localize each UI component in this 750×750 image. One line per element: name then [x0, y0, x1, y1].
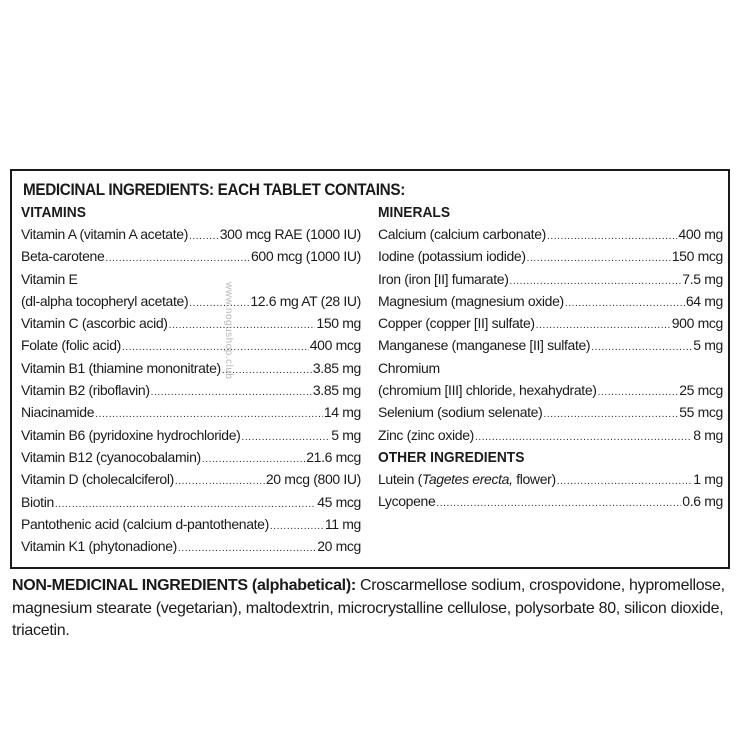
other-ingredients-heading: OTHER INGREDIENTS — [378, 448, 525, 466]
ingredient-value: 400 mcg — [309, 337, 361, 354]
ingredient-name: (dl-alpha tocopheryl acetate) — [21, 292, 189, 309]
dot-leader — [169, 315, 316, 337]
ingredient-value: 64 mg — [685, 292, 723, 309]
ingredient-value: 5 mg — [331, 426, 361, 443]
ingredient-row — [378, 334, 723, 356]
ingredient-row — [21, 513, 361, 535]
ingredient-name: Vitamin D (cholecalciferol) — [21, 471, 174, 488]
ingredient-name: Vitamin K1 (phytonadione) — [21, 538, 177, 555]
ingredient-name: Zinc (zinc oxide) — [378, 426, 474, 443]
ingredient-row — [21, 401, 361, 423]
ingredient-value: 20 mcg — [317, 538, 361, 555]
ingredient-name: Copper (copper [II] sulfate) — [378, 315, 535, 332]
dot-leader — [178, 538, 316, 560]
ingredient-value: 300 mcg RAE (1000 IU) — [219, 226, 361, 242]
dot-leader — [565, 293, 685, 315]
ingredient-row — [378, 357, 723, 379]
ingredient-value: 21.6 mcg — [306, 448, 361, 465]
ingredient-value: 150 mcg — [671, 248, 723, 265]
ingredient-row — [21, 245, 361, 267]
ingredient-name: Biotin — [21, 493, 54, 510]
ingredient-row — [378, 223, 723, 245]
ingredient-name: (chromium [III] chloride, hexahydrate) — [378, 382, 597, 399]
ingredient-name: Chromium — [378, 359, 440, 376]
ingredient-value: 400 mg — [678, 226, 723, 242]
ingredient-name: Calcium (calcium carbonate) — [378, 226, 546, 242]
ingredient-row-lycopene — [378, 490, 723, 512]
ingredient-row — [378, 268, 723, 290]
ingredient-value: 45 mcg — [317, 493, 361, 510]
dot-leader — [527, 248, 671, 270]
minerals-column — [378, 203, 723, 513]
ingredient-name: Niacinamide — [21, 404, 95, 421]
ingredients-panel — [10, 169, 730, 569]
ingredient-name: Beta-carotene — [21, 248, 105, 265]
ingredient-value: 8 mg — [693, 426, 723, 443]
dot-leader — [270, 516, 324, 538]
ingredient-row — [378, 290, 723, 312]
ingredient-value: 12.6 mg AT (28 IU) — [250, 292, 361, 309]
ingredient-value: 7.5 mg — [682, 270, 723, 287]
ingredient-name: Vitamin E — [21, 270, 78, 287]
ingredient-row — [21, 312, 361, 334]
ingredient-row — [21, 446, 361, 468]
ingredient-name: Vitamin B6 (pyridoxine hydrochloride) — [21, 426, 241, 443]
ingredient-name: Iodine (potassium iodide) — [378, 248, 526, 265]
ingredient-name: Vitamin B2 (riboflavin) — [21, 382, 150, 399]
ingredient-row — [378, 424, 723, 446]
ingredient-row — [21, 290, 361, 312]
dot-leader — [105, 248, 250, 270]
ingredient-row — [21, 334, 361, 356]
non-medicinal-ingredients — [12, 575, 732, 643]
ingredient-row — [21, 468, 361, 490]
ingredient-value: 3.85 mg — [312, 382, 361, 399]
panel-title: MEDICINAL INGREDIENTS: EACH TABLET CONTAINS: — [23, 180, 405, 199]
ingredient-value: 0.6 mg — [682, 493, 723, 510]
ingredient-row — [378, 312, 723, 334]
ingredient-row — [21, 424, 361, 446]
dot-leader — [547, 226, 677, 248]
ingredient-name: Lycopene — [378, 493, 436, 510]
ingredient-name: Pantothenic acid (calcium d-pantothenate) — [21, 515, 269, 532]
ingredient-row — [378, 245, 723, 267]
watermark-text: www.nogushop.club — [223, 282, 234, 380]
dot-leader — [189, 293, 249, 315]
dot-leader — [189, 226, 219, 248]
ingredient-value: 600 mcg (1000 IU) — [251, 248, 361, 265]
ingredient-row — [378, 379, 723, 401]
ingredient-value: 1 mg — [693, 470, 723, 487]
ingredient-name: Folate (folic acid) — [21, 337, 121, 354]
ingredient-value: 14 mg — [323, 404, 361, 421]
ingredient-name: Vitamin A (vitamin A acetate) — [21, 226, 189, 242]
dot-leader — [557, 471, 693, 493]
ingredient-row — [21, 357, 361, 379]
ingredient-name: Manganese (manganese [II] sulfate) — [378, 337, 591, 354]
ingredient-value: 3.85 mg — [312, 359, 361, 376]
ingredient-name: Selenium (sodium selenate) — [378, 404, 543, 421]
ingredient-row — [21, 379, 361, 401]
ingredient-row — [21, 268, 361, 290]
ingredient-row — [21, 223, 361, 245]
ingredient-value: 25 mcg — [679, 382, 723, 399]
ingredient-row — [21, 535, 361, 557]
minerals-heading: MINERALS — [378, 204, 451, 221]
ingredient-value: 900 mcg — [671, 315, 723, 332]
ingredient-name: Vitamin B1 (thiamine mononitrate) — [21, 359, 221, 376]
ingredient-name: Iron (iron [II] fumarate) — [378, 270, 509, 287]
ingredient-value: 55 mcg — [679, 404, 723, 421]
dot-leader — [475, 427, 692, 449]
ingredient-value: 150 mg — [316, 315, 361, 332]
minerals-list — [378, 223, 723, 446]
vitamins-heading: VITAMINS — [21, 204, 86, 221]
dot-leader — [591, 337, 692, 359]
ingredient-value: 5 mg — [693, 337, 723, 354]
dot-leader — [543, 404, 678, 426]
ingredient-name: Vitamin B12 (cyanocobalamin) — [21, 448, 201, 465]
ingredient-row — [21, 491, 361, 513]
ingredient-value: 11 mg — [324, 515, 361, 532]
dot-leader — [598, 382, 679, 404]
non-medicinal-label: NON-MEDICINAL INGREDIENTS (alphabetical): — [12, 577, 356, 594]
dot-leader — [151, 382, 312, 404]
dot-leader — [222, 360, 312, 382]
ingredient-row — [378, 401, 723, 423]
ingredient-name: Lutein (Tagetes erecta, flower) — [378, 470, 556, 487]
ingredient-name: Magnesium (magnesium oxide) — [378, 292, 564, 309]
ingredient-row-lutein — [378, 468, 723, 490]
dot-leader — [436, 493, 681, 515]
dot-leader — [175, 471, 265, 493]
vitamins-column — [21, 203, 361, 557]
vitamins-list — [21, 223, 361, 557]
ingredient-value: 20 mcg (800 IU) — [265, 471, 361, 488]
ingredient-name: Vitamin C (ascorbic acid) — [21, 315, 168, 332]
non-medicinal-text: Croscarmellose sodium, crospovidone, hypromellose, magnesium stearate (vegetarian), maltodextrin, microcrystalline cellulose, polysorbate 80, silicon dioxide, triacetin. — [12, 577, 725, 639]
